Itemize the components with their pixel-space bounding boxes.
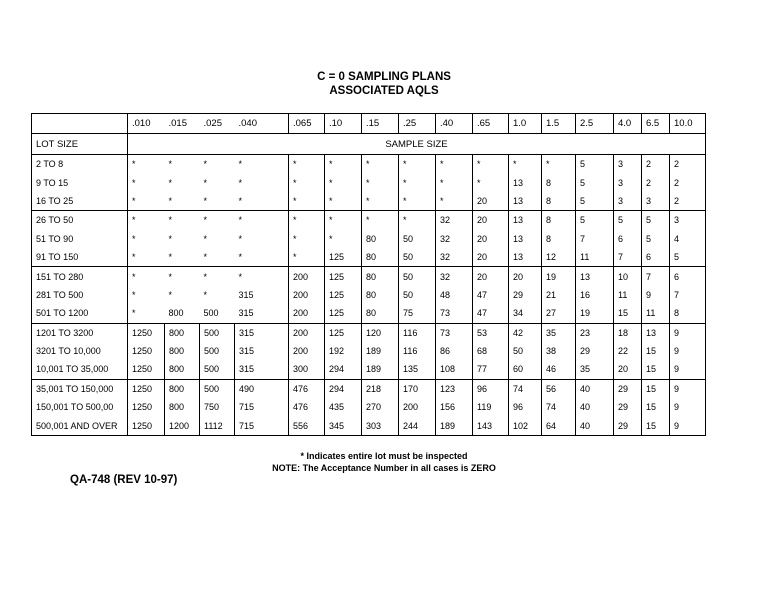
sample-size-cell: * — [132, 159, 136, 170]
sample-size-cell: 200 — [289, 286, 325, 304]
sample-size-cell: * — [203, 289, 208, 300]
sample-size-cell: 5 — [670, 248, 706, 267]
sample-size-cell: 315 — [235, 342, 289, 360]
lot-size-cell: 1201 TO 3200 — [32, 323, 128, 342]
aql-header-cell: .40 — [436, 114, 473, 134]
sample-size-cell: 135 — [399, 360, 436, 379]
sample-size-cell: 9 — [642, 286, 670, 304]
table-row — [32, 379, 706, 398]
sample-size-cell: 315 — [235, 304, 289, 323]
sample-size-cell: 46 — [542, 360, 576, 379]
sample-size-cell: 1250 — [128, 342, 165, 360]
sample-size-cell: * — [168, 233, 173, 244]
aql-header-cell: 1.0 — [509, 114, 542, 134]
corner-cell — [32, 114, 128, 134]
sample-size-cell: 20 — [473, 248, 509, 267]
sample-size-cell: 476 — [289, 398, 325, 416]
sample-size-cell: 500 — [200, 304, 235, 323]
sample-size-cell: 60 — [509, 360, 542, 379]
sample-size-cell: 303 — [362, 416, 399, 435]
sample-size-cell: * — [128, 192, 165, 211]
sample-size-cell: 125 — [325, 267, 362, 286]
sample-size-cell: 2 — [670, 192, 706, 211]
sample-size-cell: 200 — [289, 342, 325, 360]
sample-size-cell: 3 — [614, 173, 642, 191]
sample-size-cell: 500 — [200, 379, 235, 398]
table-row — [32, 398, 706, 416]
table-row — [32, 416, 706, 435]
table-row — [32, 360, 706, 379]
sample-size-cell: 53 — [473, 323, 509, 342]
sample-size-cell: * — [203, 215, 208, 226]
table-row — [32, 230, 706, 248]
sample-size-cell: 800 — [165, 360, 200, 379]
sample-size-cell: 300 — [289, 360, 325, 379]
sample-size-cell: 1200 — [165, 416, 200, 435]
table-row — [32, 286, 706, 304]
sample-size-cell: 80 — [362, 286, 399, 304]
sample-size-cell: 15 — [614, 304, 642, 323]
sample-size-cell: 5 — [642, 211, 670, 230]
sample-size-cell: * — [362, 192, 399, 211]
sample-size-cell: * — [289, 248, 325, 267]
sample-size-cell: 13 — [509, 192, 542, 211]
sample-size-cell: 2 — [642, 173, 670, 191]
sample-size-cell: 125 — [325, 304, 362, 323]
sample-size-cell: * — [168, 215, 173, 226]
sample-size-cell: 20 — [509, 267, 542, 286]
sample-size-cell: * — [235, 173, 289, 191]
title-line-2: ASSOCIATED AQLS — [329, 85, 439, 97]
sample-size-cell: 18 — [614, 323, 642, 342]
sample-size-cell: * — [203, 159, 208, 170]
table-row — [32, 173, 706, 191]
sample-size-cell: 32 — [436, 230, 473, 248]
sample-size-cell: 48 — [436, 286, 473, 304]
sample-size-cell: 435 — [325, 398, 362, 416]
sample-size-cell: 23 — [576, 323, 614, 342]
sample-size-cell: * — [132, 271, 136, 282]
sample-size-cell: 9 — [670, 416, 706, 435]
lot-size-cell: 91 TO 150 — [32, 248, 128, 267]
sample-size-cell: * — [203, 271, 208, 282]
sample-size-cell: * — [168, 271, 173, 282]
table-row — [32, 192, 706, 211]
sample-size-cell: 2 — [670, 155, 706, 174]
sample-size-cell: 5 — [642, 230, 670, 248]
label-row — [32, 134, 706, 155]
sample-size-cell: 800 — [165, 342, 200, 360]
sample-size-cell: 34 — [509, 304, 542, 323]
sample-size-cell: 800 — [165, 379, 200, 398]
lot-size-cell: 281 TO 500 — [32, 286, 128, 304]
lot-size-cell: 2 TO 8 — [32, 155, 128, 174]
sample-size-cell: 10 — [614, 267, 642, 286]
sample-size-cell: 7 — [670, 286, 706, 304]
sample-size-cell: * — [200, 248, 235, 267]
sample-size-cell: * — [203, 177, 208, 188]
sample-size-cell: 800 — [165, 398, 200, 416]
sample-size-cell: * — [399, 211, 436, 230]
sample-size-cell: 13 — [642, 323, 670, 342]
sample-size-cell: 73 — [436, 323, 473, 342]
lot-size-cell: 3201 TO 10,000 — [32, 342, 128, 360]
sample-size-cell: * — [325, 173, 362, 191]
sample-size-cell: 6 — [670, 267, 706, 286]
sample-size-cell: 2 — [642, 155, 670, 174]
sample-size-cell: 294 — [325, 379, 362, 398]
sample-size-cell: 3 — [614, 155, 642, 174]
sample-size-cell: 200 — [289, 323, 325, 342]
sample-size-cell: 200 — [289, 267, 325, 286]
sample-size-cell: * — [132, 177, 136, 188]
aql-header-row — [32, 114, 706, 134]
aql-header-cell: 2.5 — [576, 114, 614, 134]
sample-size-cell: 68 — [473, 342, 509, 360]
sample-size-cell: 32 — [436, 211, 473, 230]
sample-size-cell: * — [325, 230, 362, 248]
sample-size-cell: 119 — [473, 398, 509, 416]
sample-size-cell: 500 — [200, 323, 235, 342]
sample-size-cell: 345 — [325, 416, 362, 435]
sample-size-cell: 8 — [542, 173, 576, 191]
sample-size-cell: 96 — [509, 398, 542, 416]
sample-size-cell: 15 — [642, 360, 670, 379]
aql-header-cell: .25 — [399, 114, 436, 134]
sample-size-cell: 315 — [235, 286, 289, 304]
sample-size-cell: 74 — [509, 379, 542, 398]
sample-size-cell: 200 — [289, 304, 325, 323]
sample-size-cell: 50 — [509, 342, 542, 360]
table-row — [32, 248, 706, 267]
sampling-plan-table — [31, 113, 706, 436]
sample-size-cell: * — [436, 173, 473, 191]
sample-size-cell: 40 — [576, 416, 614, 435]
sample-size-cell: * — [509, 155, 542, 174]
sample-size-cell: 40 — [576, 398, 614, 416]
sample-size-cell: 32 — [436, 248, 473, 267]
sample-size-cell: 189 — [362, 342, 399, 360]
sample-size-cell: 125 — [325, 248, 362, 267]
sample-size-cell: 294 — [325, 360, 362, 379]
sample-size-cell: * — [235, 267, 289, 286]
sample-size-cell: 218 — [362, 379, 399, 398]
sample-size-cell: * — [200, 192, 235, 211]
sample-size-cell: 3 — [614, 192, 642, 211]
sample-size-cell: 1250 — [128, 398, 165, 416]
note-acceptance: NOTE: The Acceptance Number in all cases is ZERO — [272, 463, 496, 473]
sample-size-cell: * — [399, 173, 436, 191]
sample-size-cell: 13 — [509, 230, 542, 248]
sample-size-cell: 8 — [542, 192, 576, 211]
sample-size-cell: 116 — [399, 342, 436, 360]
sample-size-cell: * — [168, 159, 173, 170]
sample-size-cell: 29 — [614, 416, 642, 435]
aql-header-cell: .025 — [200, 114, 235, 134]
sample-size-cell: 6 — [614, 230, 642, 248]
sample-size-cell: * — [473, 173, 509, 191]
sample-size-cell: 556 — [289, 416, 325, 435]
table-row — [32, 342, 706, 360]
sample-size-cell: 11 — [614, 286, 642, 304]
sample-size-cell: 50 — [399, 286, 436, 304]
sample-size-cell: 715 — [235, 398, 289, 416]
sample-size-cell: 20 — [473, 230, 509, 248]
sample-size-cell: 12 — [542, 248, 576, 267]
sample-size-cell: 123 — [436, 379, 473, 398]
sample-size-cell: 8 — [542, 230, 576, 248]
sample-size-cell: 5 — [576, 173, 614, 191]
aql-header-cell: .15 — [362, 114, 399, 134]
sample-size-cell: 9 — [670, 379, 706, 398]
sample-size-cell: 27 — [542, 304, 576, 323]
sample-size-cell: 35 — [542, 323, 576, 342]
sample-size-cell: 64 — [542, 416, 576, 435]
sample-size-cell: 9 — [670, 398, 706, 416]
sample-size-cell: 9 — [670, 342, 706, 360]
lot-size-cell: 150,001 TO 500,00 — [32, 398, 128, 416]
sample-size-cell: 13 — [576, 267, 614, 286]
sample-size-cell: 35 — [576, 360, 614, 379]
sample-size-cell: * — [436, 155, 473, 174]
sample-size-cell: 42 — [509, 323, 542, 342]
sample-size-cell: 270 — [362, 398, 399, 416]
sample-size-cell: * — [132, 289, 136, 300]
sample-size-cell: 3 — [670, 211, 706, 230]
sample-size-cell: 29 — [576, 342, 614, 360]
sample-size-cell: 38 — [542, 342, 576, 360]
sample-size-cell: 29 — [614, 398, 642, 416]
sample-size-cell: 1250 — [128, 323, 165, 342]
sample-size-cell: 86 — [436, 342, 473, 360]
lot-size-cell: 151 TO 280 — [32, 267, 128, 286]
lot-size-cell: 501 TO 1200 — [32, 304, 128, 323]
sample-size-cell: 7 — [576, 230, 614, 248]
sample-size-cell: 74 — [542, 398, 576, 416]
sample-size-cell: 490 — [235, 379, 289, 398]
sample-size-cell: 750 — [200, 398, 235, 416]
sample-size-cell: 21 — [542, 286, 576, 304]
sample-size-cell: 102 — [509, 416, 542, 435]
sample-size-cell: 8 — [670, 304, 706, 323]
sample-size-cell: 500 — [200, 360, 235, 379]
sample-size-cell: * — [362, 173, 399, 191]
sample-size-cell: 20 — [614, 360, 642, 379]
lot-size-header: LOT SIZE — [32, 134, 128, 155]
sample-size-cell: * — [132, 233, 136, 244]
sample-size-cell: 170 — [399, 379, 436, 398]
table-row — [32, 304, 706, 323]
sample-size-cell: * — [289, 173, 325, 191]
aql-header-cell: 10.0 — [670, 114, 706, 134]
sample-size-cell: 156 — [436, 398, 473, 416]
sample-size-cell: 5 — [576, 211, 614, 230]
sample-size-cell: 16 — [576, 286, 614, 304]
sample-size-cell: * — [542, 155, 576, 174]
sample-size-cell: * — [399, 192, 436, 211]
sample-size-cell: 15 — [642, 342, 670, 360]
lot-size-cell: 9 TO 15 — [32, 173, 128, 191]
sample-size-cell: * — [325, 155, 362, 174]
sample-size-header: SAMPLE SIZE — [128, 134, 706, 155]
aql-header-cell: .065 — [289, 114, 325, 134]
sample-size-cell: 800 — [165, 323, 200, 342]
sample-size-cell: 476 — [289, 379, 325, 398]
sample-size-cell: * — [362, 155, 399, 174]
sample-size-cell: * — [128, 248, 165, 267]
sample-size-cell: 13 — [509, 173, 542, 191]
sample-size-cell: 6 — [642, 248, 670, 267]
sample-size-cell: 189 — [436, 416, 473, 435]
sample-size-cell: 80 — [362, 267, 399, 286]
lot-size-cell: 500,001 AND OVER — [32, 416, 128, 435]
table-row — [32, 211, 706, 230]
sample-size-cell: * — [168, 177, 173, 188]
sample-size-cell: 50 — [399, 248, 436, 267]
form-number: QA-748 (REV 10-97) — [70, 474, 178, 486]
sample-size-cell: 315 — [235, 323, 289, 342]
sample-size-cell: 800 — [165, 304, 200, 323]
sample-size-cell: * — [289, 155, 325, 174]
sample-size-cell: 80 — [362, 304, 399, 323]
sample-size-cell: 715 — [235, 416, 289, 435]
sample-size-cell: * — [235, 248, 289, 267]
sample-size-cell: * — [289, 230, 325, 248]
sample-size-cell: 1112 — [200, 416, 235, 435]
sample-size-cell: 1250 — [128, 379, 165, 398]
lot-size-cell: 35,001 TO 150,000 — [32, 379, 128, 398]
sample-size-cell: 125 — [325, 286, 362, 304]
sample-size-cell: 9 — [670, 323, 706, 342]
aql-header-cell: .10 — [325, 114, 362, 134]
sample-size-cell: 80 — [362, 230, 399, 248]
sample-size-cell: * — [325, 192, 362, 211]
sample-size-cell: 13 — [509, 211, 542, 230]
sample-size-cell: 50 — [399, 267, 436, 286]
sample-size-cell: 47 — [473, 286, 509, 304]
sample-size-cell: * — [289, 211, 325, 230]
sample-size-cell: 20 — [473, 192, 509, 211]
sample-size-cell: * — [132, 215, 136, 226]
sample-size-cell: 3 — [642, 192, 670, 211]
note-asterisk: * Indicates entire lot must be inspected — [300, 451, 468, 461]
sample-size-cell: 11 — [642, 304, 670, 323]
sample-size-cell: * — [165, 192, 200, 211]
sample-size-cell: 77 — [473, 360, 509, 379]
sample-size-cell: * — [235, 230, 289, 248]
lot-size-cell: 16 TO 25 — [32, 192, 128, 211]
aql-header-cell: 4.0 — [614, 114, 642, 134]
sample-size-cell: * — [289, 192, 325, 211]
sample-size-cell: 7 — [642, 267, 670, 286]
sample-size-cell: 244 — [399, 416, 436, 435]
sample-size-cell: * — [168, 289, 173, 300]
sample-size-cell: 8 — [542, 211, 576, 230]
sample-size-cell: 1250 — [128, 416, 165, 435]
table-row — [32, 323, 706, 342]
sample-size-cell: 1250 — [128, 360, 165, 379]
sample-size-cell: 5 — [614, 211, 642, 230]
sample-size-cell: 5 — [576, 192, 614, 211]
sample-size-cell: 108 — [436, 360, 473, 379]
lot-size-cell: 51 TO 90 — [32, 230, 128, 248]
sample-size-cell: * — [203, 233, 208, 244]
sample-size-cell: * — [235, 155, 289, 174]
sample-size-cell: 20 — [473, 211, 509, 230]
sample-size-cell: 315 — [235, 360, 289, 379]
sample-size-cell: 29 — [509, 286, 542, 304]
lot-size-cell: 10,001 TO 35,000 — [32, 360, 128, 379]
sample-size-cell: 80 — [362, 248, 399, 267]
sample-size-cell: * — [165, 248, 200, 267]
aql-header-cell: .010 — [128, 114, 165, 134]
lot-size-cell: 26 TO 50 — [32, 211, 128, 230]
sample-size-cell: 143 — [473, 416, 509, 435]
sample-size-cell: 20 — [473, 267, 509, 286]
sample-size-cell: 15 — [642, 379, 670, 398]
sample-size-cell: * — [235, 192, 289, 211]
sample-size-cell: * — [128, 304, 165, 323]
sample-size-cell: 13 — [509, 248, 542, 267]
sample-size-cell: 96 — [473, 379, 509, 398]
sample-size-cell: 32 — [436, 267, 473, 286]
sample-size-cell: * — [473, 155, 509, 174]
sample-size-cell: 40 — [576, 379, 614, 398]
sample-size-cell: 189 — [362, 360, 399, 379]
sample-size-cell: 7 — [614, 248, 642, 267]
sample-size-cell: * — [235, 211, 289, 230]
sample-size-cell: 125 — [325, 323, 362, 342]
sample-size-cell: * — [362, 211, 399, 230]
sample-size-cell: 29 — [614, 379, 642, 398]
sample-size-cell: 73 — [436, 304, 473, 323]
sample-size-cell: 47 — [473, 304, 509, 323]
sample-size-cell: 75 — [399, 304, 436, 323]
sample-size-cell: * — [325, 211, 362, 230]
sample-size-cell: 19 — [576, 304, 614, 323]
sample-size-cell: 9 — [670, 360, 706, 379]
table-row — [32, 155, 706, 174]
aql-header-cell: 1.5 — [542, 114, 576, 134]
sample-size-cell: 116 — [399, 323, 436, 342]
aql-header-cell: 6.5 — [642, 114, 670, 134]
sample-size-cell: 5 — [576, 155, 614, 174]
aql-header-cell: .040 — [235, 114, 289, 134]
sample-size-cell: 200 — [399, 398, 436, 416]
sample-size-cell: * — [399, 155, 436, 174]
sample-size-cell: 50 — [399, 230, 436, 248]
sample-size-cell: 15 — [642, 416, 670, 435]
sample-size-cell: 2 — [670, 173, 706, 191]
sample-size-cell: 11 — [576, 248, 614, 267]
sample-size-cell: 192 — [325, 342, 362, 360]
table-row — [32, 267, 706, 286]
sample-size-cell: 19 — [542, 267, 576, 286]
sample-size-cell: * — [436, 192, 473, 211]
aql-header-cell: .015 — [165, 114, 200, 134]
aql-header-cell: .65 — [473, 114, 509, 134]
sample-size-cell: 120 — [362, 323, 399, 342]
sample-size-cell: 500 — [200, 342, 235, 360]
title-line-1: C = 0 SAMPLING PLANS — [317, 71, 451, 83]
sample-size-cell: 22 — [614, 342, 642, 360]
sample-size-cell: 15 — [642, 398, 670, 416]
sample-size-cell: 4 — [670, 230, 706, 248]
sample-size-cell: 56 — [542, 379, 576, 398]
